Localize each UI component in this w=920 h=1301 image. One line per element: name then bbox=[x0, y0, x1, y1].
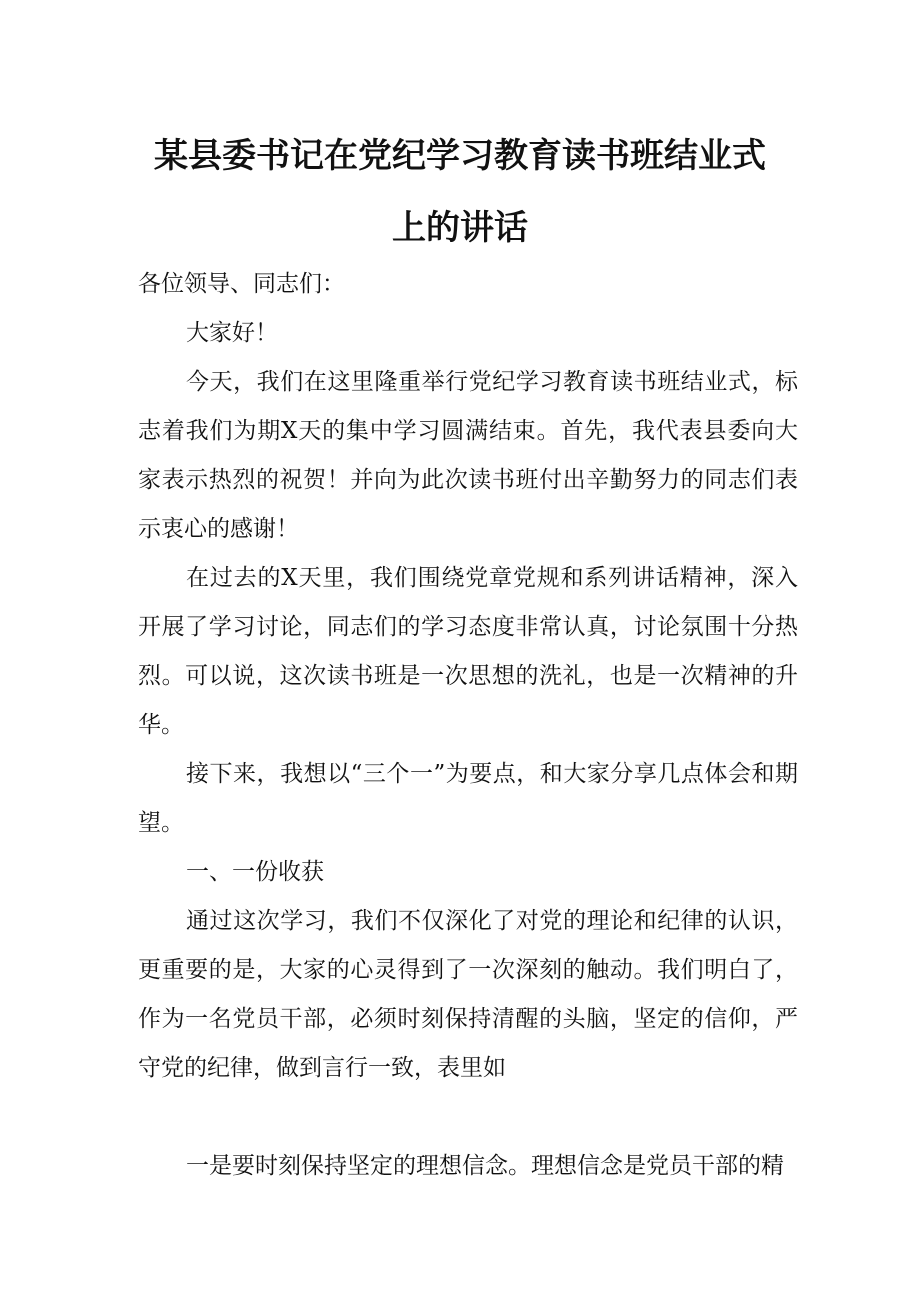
paragraph-review: 在过去的X天里，我们围绕党章党规和系列讲话精神，深入开展了学习讨论，同志们的学习态度非常认真，讨论氛围十分热烈。可以说，这次读书班是一次思想的洗礼，也是一次精神的升华。 bbox=[138, 565, 798, 738]
greeting: 大家好！ bbox=[186, 320, 278, 346]
paragraph-ideals-start: 一是要时刻保持坚定的理想信念。理想信念是党员干部的精 bbox=[186, 1153, 784, 1179]
document-title-line-2: 上的讲话 bbox=[392, 208, 528, 248]
section-heading: 一、一份收获 bbox=[186, 859, 324, 885]
salutation: 各位领导、同志们： bbox=[138, 271, 345, 297]
paragraph-outline: 接下来，我想以“三个一”为要点，和大家分享几点体会和期望。 bbox=[138, 761, 798, 836]
document-title-line-1: 某县委书记在党纪学习教育读书班结业式 bbox=[154, 136, 766, 176]
paragraph-opening: 今天，我们在这里隆重举行党纪学习教育读书班结业式，标志着我们为期X天的集中学习圆满结束。首先，我代表县委向大家表示热烈的祝贺！并向为此次读书班付出辛勤努力的同志们表示衷心的感谢！ bbox=[138, 369, 798, 542]
paragraph-harvest: 通过这次学习，我们不仅深化了对党的理论和纪律的认识，更重要的是，大家的心灵得到了一次深刻的触动。我们明白了，作为一名党员干部，必须时刻保持清醒的头脑，坚定的信仰，严守党的纪律，做到言行一致，表里如 bbox=[138, 908, 798, 1081]
